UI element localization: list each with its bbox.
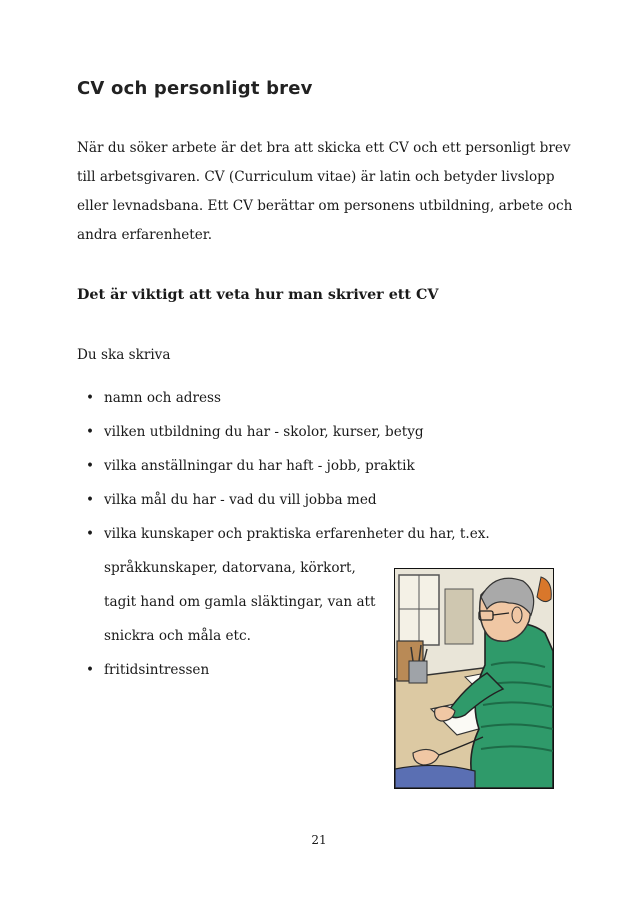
list-item-text: vilken utbildning du har - skolor, kurser, betyg [104, 424, 424, 440]
man-writing-illustration [394, 568, 554, 789]
list-item-text: fritidsintressen [104, 662, 210, 678]
list-item-text: namn och adress [104, 390, 222, 406]
list-item-continuation: snickra och måla etc. [104, 628, 251, 644]
list-item-text: vilka mål du har - vad du vill jobba med [104, 492, 377, 508]
list-item-text: vilka anställningar du har haft - jobb, praktik [104, 458, 415, 474]
bullet-icon: • [86, 458, 95, 474]
bullet-icon: • [86, 492, 95, 508]
bullet-icon: • [86, 526, 95, 542]
page-title: CV och personligt brev [77, 78, 313, 99]
list-item [77, 381, 557, 415]
bullet-icon: • [86, 662, 95, 678]
list-item-text: vilka kunskaper och praktiska erfarenheter du har, t.ex. [104, 526, 490, 542]
list-item [77, 415, 557, 449]
list-item-continuation: språkkunskaper, datorvana, körkort, [104, 560, 356, 576]
section-heading: Det är viktigt att veta hur man skriver ett CV [77, 287, 439, 303]
page-number: 21 [311, 833, 327, 847]
list-item [77, 483, 557, 517]
bullet-icon: • [86, 390, 95, 406]
man-at-desk-icon [395, 569, 553, 788]
list-lead-text: Du ska skriva [77, 347, 171, 363]
bullet-icon: • [86, 424, 95, 440]
list-item-continuation: tagit hand om gamla släktingar, van att [104, 594, 376, 610]
intro-paragraph: När du söker arbete är det bra att skicka ett CV och ett personligt brev till arbetsgivaren. CV (Curriculum vitae) är latin och betyder livslopp eller levnadsbana. Ett CV berättar om personens utbildning, arbete och andra erfarenheter. [77, 140, 573, 243]
list-item [77, 449, 557, 483]
